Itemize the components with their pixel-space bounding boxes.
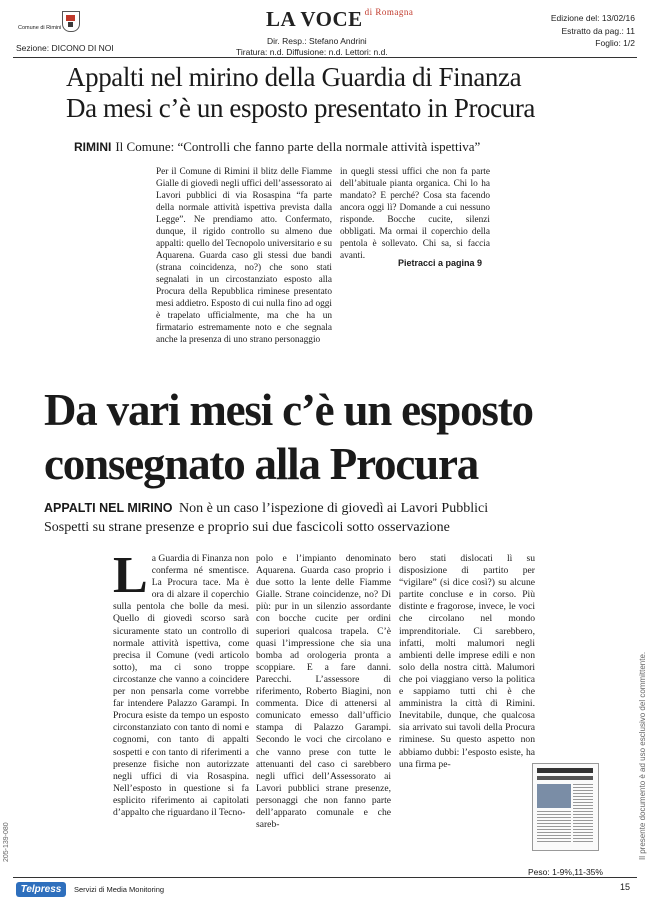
footer-divider (13, 877, 637, 878)
article1-headline (66, 62, 606, 124)
page-number: 15 (620, 882, 631, 892)
article2-dropcap: L (113, 547, 148, 604)
article2-kicker-line1: Non è un caso l’ispezione di giovedì ai Lavori Pubblici (178, 501, 489, 516)
edition-date: Edizione del: 13/02/16 (550, 13, 635, 23)
masthead-sub: di Romagna (364, 7, 414, 17)
weight-label: Peso: 1-9%,11-35% (528, 867, 603, 877)
document-code: 205-139-080 (3, 822, 10, 862)
article2-kicker-label: APPALTI NEL MIRINO (44, 501, 173, 515)
article2-headline-line1: Da vari mesi c’è un esposto (44, 385, 533, 435)
comune-label: Comune di Rimini (18, 25, 62, 31)
article2-headline (44, 383, 624, 491)
article2-column-2: polo e l’impianto denominato Aquarena. Guarda caso proprio i due sotto la lente delle Fiamme Gialle. Strane coincidenze, no? Di più: pur in un silenzio assordante con bocche cucite per ordini superiori qualcosa trapela. C’è quasi l’impressione che sia una bomba ad orologeria pronta a scoppiare. E a fare danni. Parecchi. L’assessore di riferimento, Roberto Biagini, non commenta. Dice di attenersi al comunicato emesso dall’ufficio stampa di Palazzo Garampi. Secondo le voci che circolano e che vanno prese con tutte le attenuanti del caso ci sarebbero negli uffici dell’Assessorato ai Lavori pubblici strane presenze, personaggi che non fanno parte dell’apparato comunale e che sareb- (256, 553, 391, 831)
article1-kicker-label: RIMINI (74, 140, 112, 154)
masthead-logo (266, 7, 413, 32)
extract-page: Estratto da pag.: 11 (561, 26, 635, 36)
article1-column-2: in quegli stessi uffici che non fa parte dell’abituale pianta organica. Chi lo ha mandato? E perché? Cosa sta facendo ancora oggi lì? Domande a cui nessuno risponde. Bocche cucite, silenzi obbligati. Ma ormai il coperchio della pentola è sollevato. Chi sa, si faccia avanti. (340, 167, 490, 261)
article2-kicker-line2: Sospetti su strane presenze e proprio sui due fascicoli sotto osservazione (44, 520, 450, 535)
side-note: Il presente documento è ad uso esclusivo del committente. (638, 651, 647, 860)
article1-headline-line2: Da mesi c’è un esposto presentato in Procura (66, 93, 536, 123)
stats-label: Tiratura: n.d. Diffusione: n.d. Lettori: n.d. (236, 47, 388, 57)
article1-kicker (74, 139, 480, 155)
article2-kicker (44, 499, 634, 537)
article2-column-1 (113, 547, 249, 819)
telpress-logo: Telpress (16, 882, 66, 897)
header-divider (13, 57, 637, 58)
page-thumbnail (532, 763, 599, 851)
article1-kicker-text: Il Comune: “Controlli che fanno parte della normale attività ispettiva” (115, 139, 481, 154)
director-label: Dir. Resp.: Stefano Andrini (267, 36, 367, 46)
article1-byline: Pietracci a pagina 9 (398, 258, 483, 268)
comune-crest (62, 11, 80, 32)
article2-headline-line2: consegnato alla Procura (44, 439, 479, 489)
article1-column-1: Per il Comune di Rimini il blitz delle Fiamme Gialle di giovedì negli uffici dell’assessorato ai Lavori pubblici di via Rosaspina “fa parte della normale attività ispettiva prevista dalla Legge”. Ne prendiamo atto. Confermato, dunque, il rigido controllo su almeno due appalti: quello del Tecnopolo universitario e su Aquarena. Guarda caso gli stessi due bandi (strana coincidenza, no?) che sono stati segnalati in un circostanziato esposto alla Procura della Repubblica riminese presentato mesi addietro. Esposto di cui nulla fino ad oggi è trapelato ufficialmente, ma che ha un firmatario estremamente noto e che segnala anche la presenza di uno strano personaggio (156, 167, 332, 345)
sheet-number: Foglio: 1/2 (595, 38, 635, 48)
masthead-title: LA VOCE (266, 7, 363, 31)
service-label: Servizi di Media Monitoring (74, 885, 165, 894)
article1-headline-line1: Appalti nel mirino della Guardia di Finanza (66, 62, 522, 92)
section-label: Sezione: DICONO DI NOI (16, 43, 114, 53)
article2-column-1-text: a Guardia di Finanza non conferma né smentisce. La Procura tace. Ma è ora di alzare il coperchio sulla pentola che bolle da mesi. Quello di giovedì scorso sarà sicuramente stato un controllo di normale attività ispettiva, come precisa il Comune (vedi articolo sotto), ma ci sono troppe circostanze che vanno a coincidere per non pensarla come vorrebbe far intendere Palazzo Garampi. In Procura esiste da tempo un esposto circonstanziato con tanto di nomi e cognomi, con tanto di appalti sospetti e con tanto di riferimenti a presenze fisiche non autorizzate negli uffici di via Rosaspina. Nell’esposto in questione si fa esplicito riferimento ai capitolati d’appalto che riguardano il Tecno- (113, 553, 249, 818)
article2-column-3: bero stati dislocati lì su disposizione di partito per “vigilare” (si dice così?) su alcune partite concluse e in corso. Più distinte e fragorose, invece, le voci che circolano nel mondo imprenditoriale. Ci sarebbero, infatti, molti malumori negli ambienti delle imprese edili e non solo della nostra città. Malumori che poi viaggiano verso la politica e sappiamo tutti chi è che amministra la città di Rimini. Inevitabile, dunque, che qualcosa sia arrivato sui tavoli della Procura riminese. Su questo aspetto non abbiamo dubbi: l’esposto esiste, ha una firma pe- (399, 553, 535, 770)
